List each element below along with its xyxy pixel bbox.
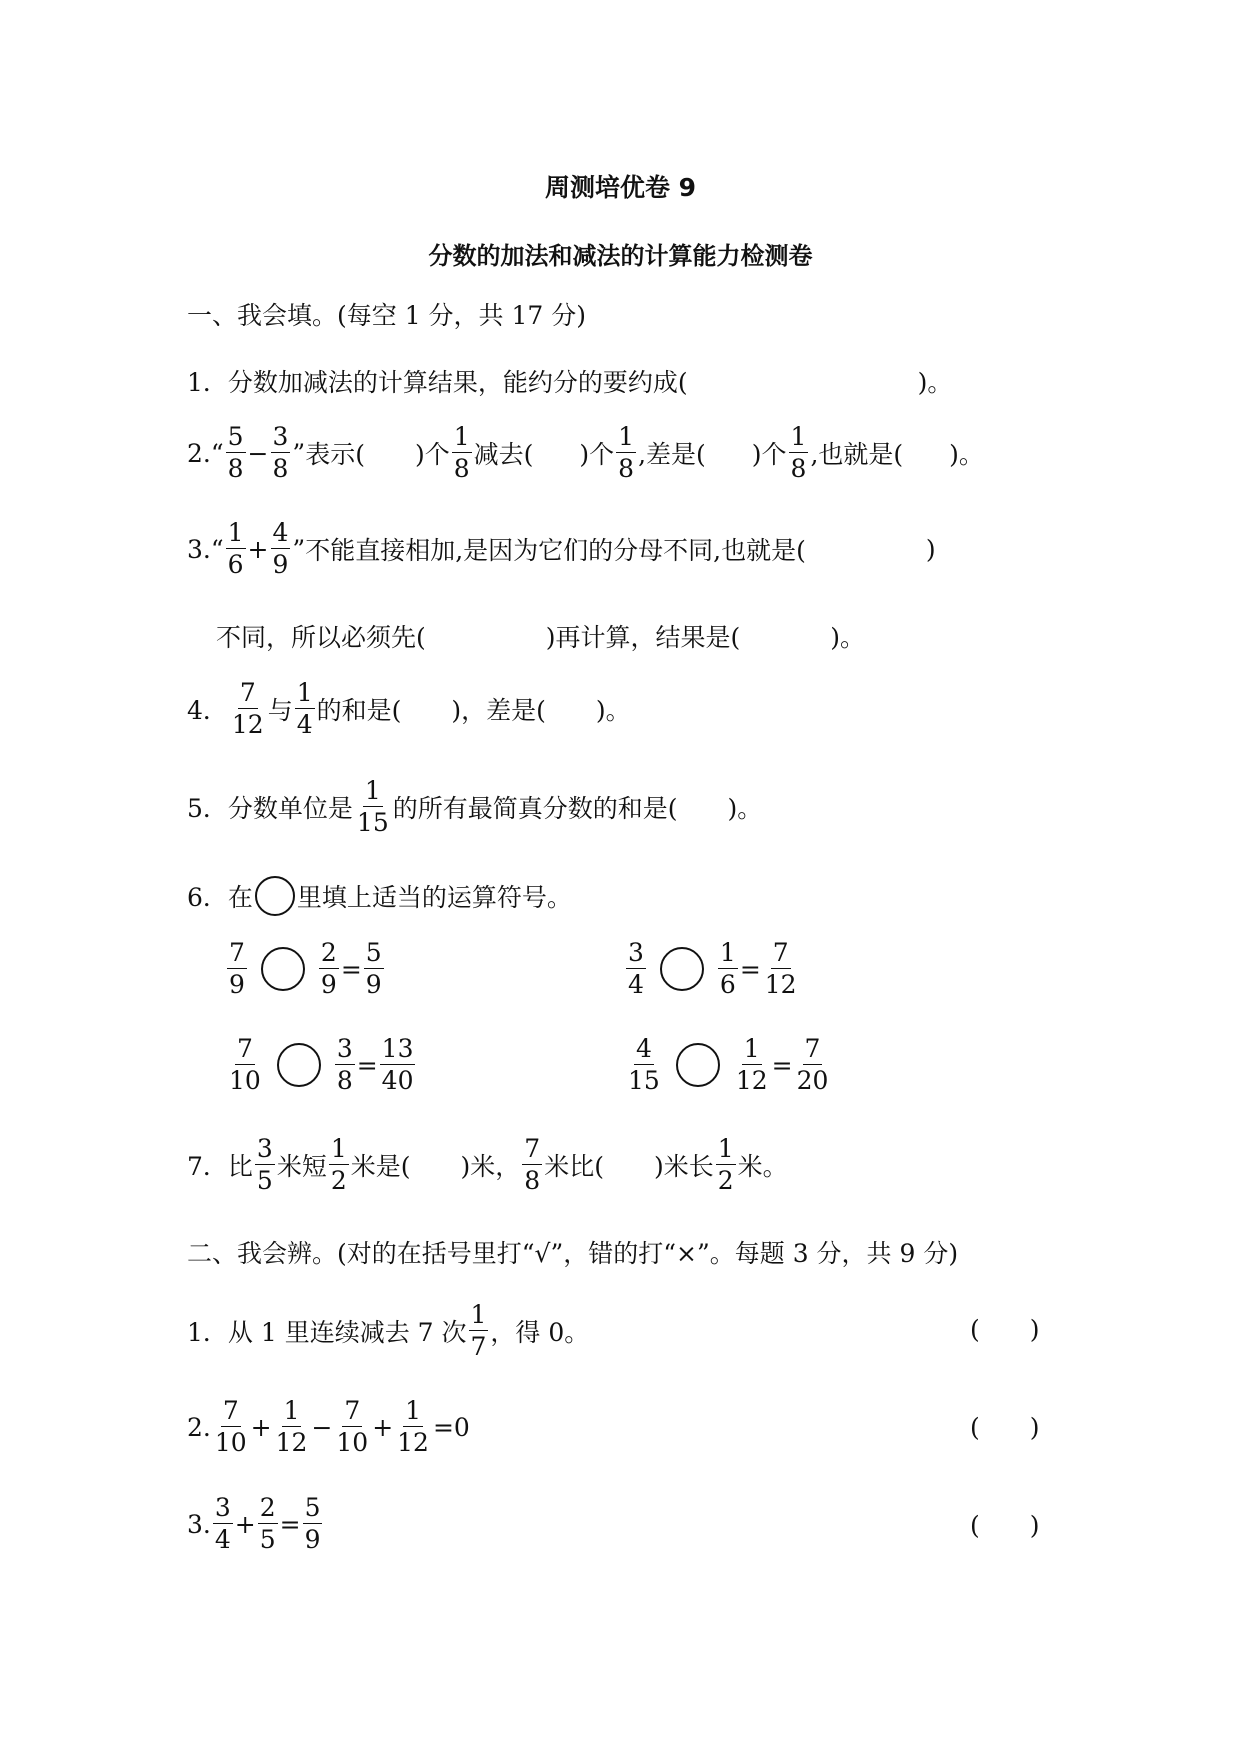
q-number: 3. xyxy=(187,534,211,564)
fraction xyxy=(395,1398,431,1457)
fraction-numerator: 1 xyxy=(329,1136,349,1165)
fraction-denominator: 8 xyxy=(790,454,807,484)
fraction xyxy=(334,1398,370,1457)
q-text: 从 1 里连续减去 7 次 xyxy=(227,1318,467,1348)
fraction-numerator: 1 xyxy=(742,1036,762,1065)
question-2-3 xyxy=(187,1495,324,1554)
q-text: )。 xyxy=(917,368,953,397)
question-1-4 xyxy=(187,680,631,739)
page-subtitle: 分数的加法和减法的计算能力检测卷 xyxy=(428,242,813,270)
fraction xyxy=(763,940,799,999)
q-text: ” xyxy=(292,438,306,468)
fraction xyxy=(355,778,391,837)
q-number: 6． xyxy=(187,883,228,912)
fraction-denominator: 10 xyxy=(214,1428,247,1458)
fraction-denominator: 12 xyxy=(735,1066,768,1096)
fraction-numerator: 1 xyxy=(403,1398,423,1427)
fraction-denominator: 2 xyxy=(330,1166,347,1196)
q-text: )。 xyxy=(595,696,631,726)
fraction-numerator: 3 xyxy=(626,940,646,969)
q-text: ，得 0。 xyxy=(490,1318,590,1348)
fraction xyxy=(522,1136,542,1195)
q-text: =0 xyxy=(432,1412,470,1442)
fraction xyxy=(213,1398,249,1457)
fraction xyxy=(226,424,246,483)
fraction-numerator: 3 xyxy=(255,1136,275,1165)
fraction-denominator: 9 xyxy=(229,970,245,1000)
fraction xyxy=(271,520,291,579)
question-1-5 xyxy=(187,778,762,837)
section2-heading: 二、我会辨。(对的在括号里打“√”，错的打“×”。每题 3 分，共 9 分) xyxy=(187,1239,959,1268)
q-text: 里填上适当的运算符号。 xyxy=(296,883,572,912)
q-text: 在 xyxy=(227,883,253,912)
fraction xyxy=(716,1136,736,1195)
fraction-numerator: 5 xyxy=(303,1495,323,1524)
fraction-numerator: 7 xyxy=(771,940,791,969)
q-number: 1． xyxy=(187,368,228,397)
q-text: )，差是( xyxy=(451,696,546,726)
judgement-blank[interactable]: ( ) xyxy=(970,1511,1040,1540)
fraction-numerator: 7 xyxy=(235,1036,255,1065)
fraction-numerator: 1 xyxy=(363,778,383,807)
q-text: )。 xyxy=(830,623,866,652)
fraction xyxy=(274,1398,310,1457)
fraction xyxy=(789,424,809,483)
equals-sign: = xyxy=(340,954,362,984)
operator-equation xyxy=(225,940,386,999)
q-text: 分数加减法的计算结果，能约分的要约成( xyxy=(227,368,688,397)
operator: + xyxy=(234,1509,256,1539)
fraction-denominator: 8 xyxy=(453,454,470,484)
fraction-numerator: 5 xyxy=(364,940,384,969)
fraction-denominator: 8 xyxy=(227,454,244,484)
equals-sign: = xyxy=(739,954,761,984)
q-number: 7． xyxy=(187,1152,228,1182)
q-text: ,差是( xyxy=(638,440,706,470)
question-2-2 xyxy=(187,1398,470,1457)
fraction-numerator: 3 xyxy=(213,1495,233,1524)
fraction-numerator: 1 xyxy=(616,424,636,453)
question-1-2 xyxy=(187,424,984,483)
equals-sign: = xyxy=(279,1509,301,1539)
fraction xyxy=(452,424,472,483)
fraction-numerator: 7 xyxy=(221,1398,241,1427)
fraction-denominator: 5 xyxy=(256,1166,273,1196)
fraction-numerator: 1 xyxy=(718,940,738,969)
fraction-denominator: 6 xyxy=(227,550,244,580)
fraction-denominator: 2 xyxy=(717,1166,734,1196)
fraction xyxy=(469,1302,489,1361)
operator: + xyxy=(247,534,269,564)
fraction-denominator: 8 xyxy=(524,1166,541,1196)
q-text: “ xyxy=(210,534,224,564)
fraction-denominator: 9 xyxy=(272,550,289,580)
q-number: 2. xyxy=(187,1412,211,1442)
q-text: 表示( xyxy=(305,440,365,470)
fraction xyxy=(626,1036,662,1095)
q-text: “ xyxy=(210,438,224,468)
fraction-denominator: 15 xyxy=(628,1066,660,1096)
q-text: ” xyxy=(292,534,306,564)
fraction-denominator: 6 xyxy=(719,970,736,1000)
q-text: )米长 xyxy=(653,1152,714,1182)
operator: − xyxy=(247,438,269,468)
operator: − xyxy=(311,1412,333,1442)
fraction-denominator: 4 xyxy=(628,970,644,1000)
fraction-denominator: 9 xyxy=(304,1525,321,1555)
fraction xyxy=(271,424,291,483)
q-text: 与 xyxy=(267,696,293,726)
q-text: )。 xyxy=(949,440,984,470)
fraction xyxy=(258,1495,278,1554)
equals-sign: = xyxy=(771,1050,793,1080)
q-text: 分数单位是 xyxy=(227,794,353,824)
equals-sign: = xyxy=(356,1050,378,1080)
fraction-denominator: 12 xyxy=(397,1428,429,1458)
fraction-numerator: 7 xyxy=(342,1398,362,1427)
operator-equation xyxy=(624,940,801,999)
fraction-denominator: 5 xyxy=(259,1525,276,1555)
operator-circle-blank[interactable] xyxy=(261,947,305,991)
fraction-numerator: 7 xyxy=(227,940,247,969)
fraction xyxy=(213,1495,233,1554)
q-number: 5． xyxy=(187,794,228,824)
q-text: 不同，所以必须先( xyxy=(216,623,426,652)
q-number: 1． xyxy=(187,1318,228,1348)
fraction-denominator: 20 xyxy=(796,1066,829,1096)
judgement-blank[interactable]: ( ) xyxy=(970,1315,1040,1344)
operator-circle-blank[interactable] xyxy=(676,1043,720,1087)
fraction xyxy=(718,940,738,999)
fraction-denominator: 10 xyxy=(336,1428,369,1458)
judgement-blank[interactable]: ( ) xyxy=(970,1413,1040,1442)
q-text: 比 xyxy=(227,1152,253,1182)
fraction-numerator: 4 xyxy=(634,1036,654,1065)
operator-circle-blank[interactable] xyxy=(277,1043,321,1087)
q-text: 米是( xyxy=(350,1152,411,1182)
operator-circle-blank[interactable] xyxy=(660,947,704,991)
question-1-1 xyxy=(187,363,952,399)
fraction-numerator: 7 xyxy=(803,1036,823,1065)
q-text: 米。 xyxy=(737,1152,788,1182)
fraction-numerator: 5 xyxy=(226,424,246,453)
question-1-3 xyxy=(187,520,936,579)
q-text: 的所有最简真分数的和是( xyxy=(392,794,678,824)
fraction-denominator: 40 xyxy=(381,1066,414,1096)
fraction xyxy=(626,940,646,999)
fraction xyxy=(364,940,384,999)
fraction xyxy=(380,1036,416,1095)
fraction xyxy=(227,940,247,999)
fraction-denominator: 9 xyxy=(320,970,337,1000)
fraction-denominator: 12 xyxy=(231,710,264,740)
q-number: 4． xyxy=(187,696,228,726)
fraction xyxy=(335,1036,355,1095)
fraction-denominator: 9 xyxy=(365,970,382,1000)
question-1-6 xyxy=(187,876,572,916)
fraction-denominator: 12 xyxy=(275,1428,308,1458)
section1-heading: 一、我会填。(每空 1 分，共 17 分) xyxy=(187,301,587,330)
fraction xyxy=(734,1036,770,1095)
q-text: )再计算，结果是( xyxy=(545,623,741,652)
q-text: )个 xyxy=(579,440,615,470)
fraction-numerator: 2 xyxy=(319,940,339,969)
fraction xyxy=(226,520,246,579)
fraction-numerator: 13 xyxy=(380,1036,416,1065)
fraction xyxy=(255,1136,275,1195)
circle-icon xyxy=(255,876,295,916)
fraction-numerator: 7 xyxy=(238,680,258,709)
fraction xyxy=(319,940,339,999)
fraction xyxy=(329,1136,349,1195)
fraction-denominator: 4 xyxy=(214,1525,231,1555)
fraction-denominator: 7 xyxy=(470,1332,487,1362)
fraction xyxy=(795,1036,831,1095)
question-2-1 xyxy=(187,1302,589,1361)
q-text: ) xyxy=(925,534,936,564)
q-number: 2. xyxy=(187,438,211,468)
operator-equation xyxy=(225,1036,417,1095)
question-1-7 xyxy=(187,1136,788,1195)
fraction-numerator: 1 xyxy=(716,1136,736,1165)
q-text: 的和是( xyxy=(316,696,402,726)
fraction xyxy=(295,680,315,739)
fraction-numerator: 1 xyxy=(226,520,246,549)
fraction-numerator: 3 xyxy=(271,424,291,453)
q-text: 米比( xyxy=(544,1152,604,1182)
fraction-denominator: 8 xyxy=(618,454,635,484)
fraction xyxy=(230,680,266,739)
fraction xyxy=(227,1036,263,1095)
q-text: )个 xyxy=(414,440,450,470)
fraction-denominator: 12 xyxy=(764,970,797,1000)
fraction-numerator: 4 xyxy=(271,520,291,549)
fraction-numerator: 7 xyxy=(522,1136,542,1165)
q-text: )。 xyxy=(727,794,763,824)
q-text: )米， xyxy=(460,1152,521,1182)
question-1-3-cont xyxy=(216,618,865,654)
q-number: 3. xyxy=(187,1509,211,1539)
fraction-numerator: 1 xyxy=(452,424,472,453)
q-text: 减去( xyxy=(473,440,534,470)
q-text: 米短 xyxy=(276,1152,327,1182)
fraction-denominator: 15 xyxy=(356,808,389,838)
q-text: ,也就是( xyxy=(810,440,904,470)
operator-equation xyxy=(624,1036,832,1095)
q-text: 不能直接相加,是因为它们的分母不同,也就是( xyxy=(305,536,806,566)
fraction-numerator: 1 xyxy=(295,680,315,709)
fraction xyxy=(616,424,636,483)
operator: + xyxy=(372,1412,394,1442)
fraction-denominator: 4 xyxy=(296,710,313,740)
fraction-denominator: 10 xyxy=(229,1066,261,1096)
fraction-denominator: 8 xyxy=(272,454,289,484)
q-text: )个 xyxy=(751,440,787,470)
fraction-numerator: 2 xyxy=(258,1495,278,1524)
fraction-numerator: 1 xyxy=(789,424,809,453)
operator: + xyxy=(250,1412,272,1442)
fraction-numerator: 1 xyxy=(469,1302,489,1331)
fraction-numerator: 1 xyxy=(282,1398,302,1427)
fraction xyxy=(303,1495,323,1554)
fraction-denominator: 8 xyxy=(336,1066,353,1096)
page-title: 周测培优卷 9 xyxy=(544,173,697,202)
fraction-numerator: 3 xyxy=(335,1036,355,1065)
